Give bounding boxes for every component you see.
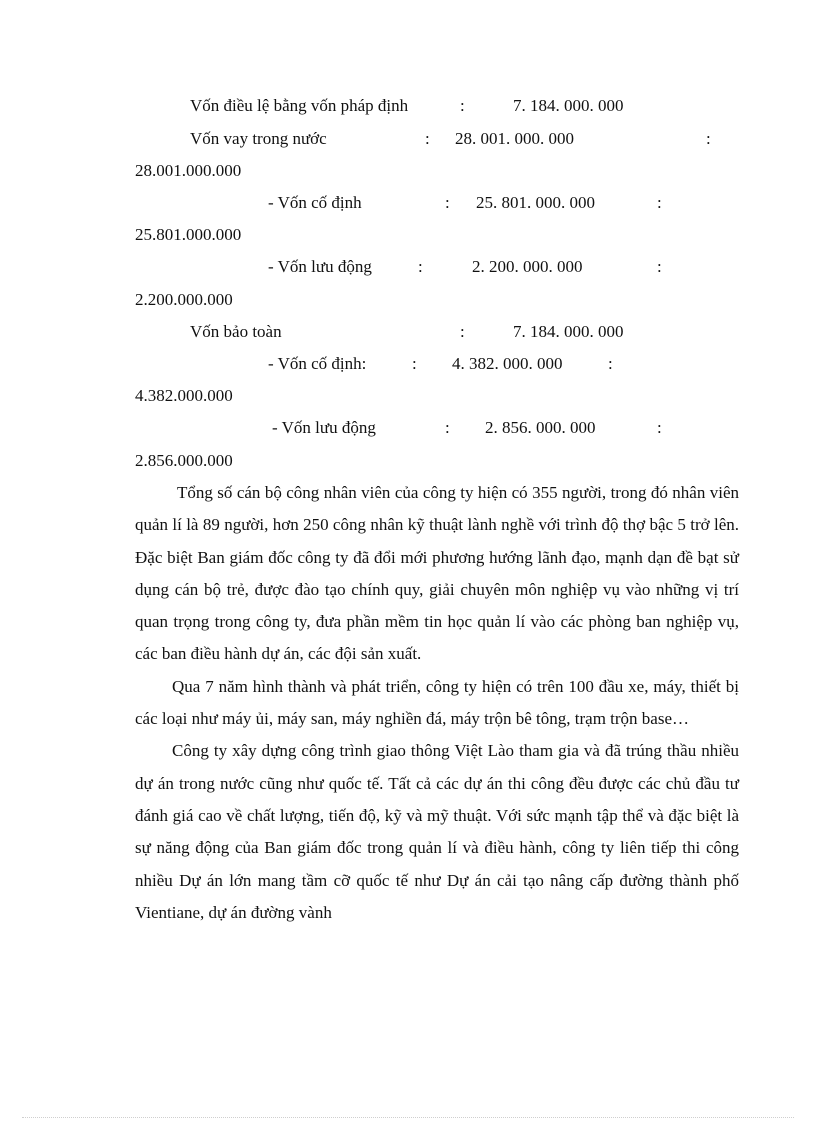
domestic-loan-value: 28. 001. 000. 000 [455, 129, 574, 148]
loan-working-capital-value: 2. 200. 000. 000 [472, 257, 583, 276]
preserved-fixed-capital-colon: : [412, 354, 417, 373]
loan-fixed-capital-label: - Vốn cố định [268, 193, 362, 212]
loan-fixed-capital-colon-2: : [657, 193, 662, 212]
loan-working-capital-colon: : [418, 257, 423, 276]
body-text [135, 477, 739, 929]
page-bottom-border [22, 1117, 794, 1118]
domestic-loan-colon: : [425, 129, 430, 148]
paragraph-staff: Tổng số cán bộ công nhân viên của công ty hiện có 355 người, trong đó nhân viên quản lí là 89 người, hơn 250 công nhân kỹ thuật lành nghề với trình độ thợ bậc 5 trở lên. Đặc biệt Ban giám đốc công ty đã đổi mới phương hướng lãnh đạo, mạnh dạn đề bạt sử dụng cán bộ trẻ, được đào tạo chính quy, giải chuyên môn nghiệp vụ vào những vị trí quan trọng trong công ty, đưa phần mềm tin học quản lí vào các phòng ban nghiệp vụ, các ban điều hành dự án, các đội sản xuất. [135, 483, 739, 664]
charter-capital-value: 7. 184. 000. 000 [513, 96, 624, 115]
loan-working-capital-label: - Vốn lưu động [268, 257, 372, 276]
preserved-fixed-capital-overflow: 4.382.000.000 [135, 386, 233, 405]
paragraph-projects: Công ty xây dựng công trình giao thông Việt Lào tham gia và đã trúng thầu nhiều dự án trong nước cũng như quốc tế. Tất cả các dự án thi công đều được các chủ đầu tư đánh giá cao về chất lượng, tiến độ, kỹ và mỹ thuật. Với sức mạnh tập thể và đặc biệt là sự năng động của Ban giám đốc trong quản lí và điều hành, công ty liên tiếp thi công nhiều Dự án lớn mang tầm cỡ quốc tế như Dự án cải tạo nâng cấp đường thành phố Vientiane, dự án đường vành [135, 741, 739, 922]
domestic-loan-overflow: 28.001.000.000 [135, 161, 242, 180]
preserved-working-capital-colon-2: : [657, 418, 662, 437]
preserved-working-capital-label: - Vốn lưu động [272, 418, 376, 437]
preserved-capital-colon: : [460, 322, 465, 341]
charter-capital-colon: : [460, 96, 465, 115]
domestic-loan-colon-2: : [706, 129, 711, 148]
preserved-capital-label: Vốn bảo toàn [190, 322, 282, 341]
loan-working-capital-colon-2: : [657, 257, 662, 276]
preserved-fixed-capital-value: 4. 382. 000. 000 [452, 354, 563, 373]
preserved-working-capital-colon: : [445, 418, 450, 437]
preserved-fixed-capital-label: - Vốn cố định: [268, 354, 367, 373]
preserved-working-capital-value: 2. 856. 000. 000 [485, 418, 596, 437]
domestic-loan-label: Vốn vay trong nước [190, 129, 327, 148]
preserved-fixed-capital-colon-2: : [608, 354, 613, 373]
charter-capital-label: Vốn điều lệ bằng vốn pháp định [190, 96, 409, 115]
preserved-working-capital-overflow: 2.856.000.000 [135, 451, 233, 470]
loan-fixed-capital-value: 25. 801. 000. 000 [476, 193, 595, 212]
preserved-capital-value: 7. 184. 000. 000 [513, 322, 624, 341]
loan-fixed-capital-overflow: 25.801.000.000 [135, 225, 242, 244]
loan-working-capital-overflow: 2.200.000.000 [135, 290, 233, 309]
loan-fixed-capital-colon: : [445, 193, 450, 212]
paragraph-equipment: Qua 7 năm hình thành và phát triển, công ty hiện có trên 100 đầu xe, máy, thiết bị các loại như máy ủi, máy san, máy nghiền đá, máy trộn bê tông, trạm trộn base… [135, 676, 739, 729]
